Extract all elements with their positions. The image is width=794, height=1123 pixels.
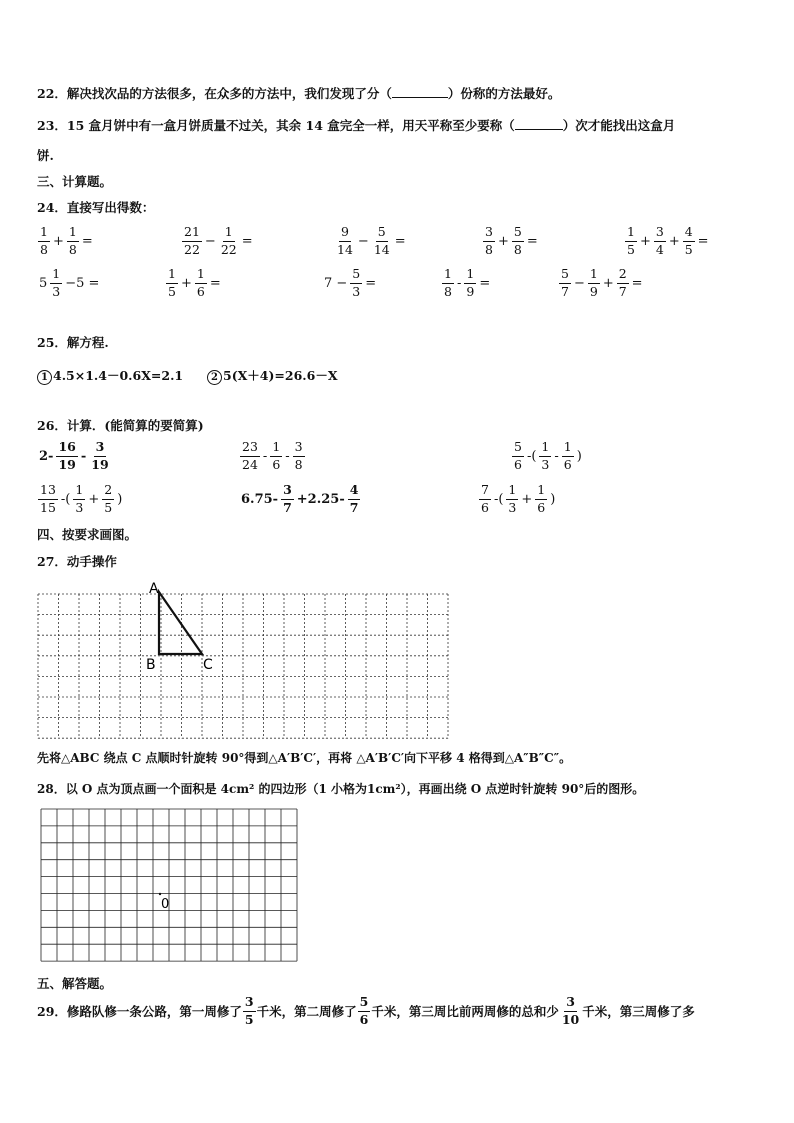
grid-lines bbox=[38, 594, 448, 738]
operator: + bbox=[497, 233, 509, 249]
q24-expr bbox=[441, 268, 492, 298]
fraction: $\frac{1}{3}$ bbox=[75, 482, 84, 515]
operator: + bbox=[52, 233, 64, 249]
q22-answer-blank[interactable] bbox=[392, 86, 448, 98]
fraction: $\frac{7}{6}$ bbox=[481, 482, 489, 515]
operator: ) bbox=[550, 491, 556, 507]
operator: + bbox=[521, 491, 533, 507]
fraction: $\frac{3}{19}$ bbox=[91, 439, 109, 472]
q25-equation-1 bbox=[37, 366, 183, 385]
q26-expr-2 bbox=[239, 441, 306, 471]
fraction: $\frac{16}{19}$ bbox=[58, 439, 76, 472]
q23-answer-blank[interactable] bbox=[515, 118, 563, 130]
operator: 7 − bbox=[324, 275, 348, 291]
operator: = bbox=[241, 233, 253, 249]
operator: + bbox=[180, 275, 192, 291]
q23-line2: 饼. bbox=[37, 148, 54, 163]
operator: -( bbox=[60, 491, 71, 507]
operator: -( bbox=[526, 448, 537, 464]
fraction: $\frac{13}{15}$ bbox=[40, 482, 56, 515]
section-3-heading: 三、计算题。 bbox=[37, 174, 113, 189]
operator: + bbox=[668, 233, 680, 249]
circled-number-2: 2 bbox=[207, 370, 222, 385]
fraction: $\frac{1}{9}$ bbox=[466, 266, 475, 299]
question-29 bbox=[37, 996, 695, 1026]
question-25-title: 25．解方程. bbox=[37, 335, 109, 350]
fraction: $\frac{3}{4}$ bbox=[655, 224, 664, 257]
fraction: $\frac{1}{3}$ bbox=[541, 439, 550, 472]
q24-expr bbox=[165, 268, 223, 298]
fraction: $\frac{3}{8}$ bbox=[294, 439, 303, 472]
fraction: $\frac{1}{3}$ bbox=[508, 482, 517, 515]
section-5-heading: 五、解答题。 bbox=[37, 976, 113, 991]
fraction: $\frac{5}{3}$ bbox=[352, 266, 361, 299]
operator: = bbox=[394, 233, 406, 249]
operator: 5 bbox=[39, 275, 48, 291]
operator: + bbox=[639, 233, 651, 249]
fraction: $\frac{5}{14}$ bbox=[373, 224, 390, 257]
q29-text-4: 千米，第三周修了多 bbox=[582, 1004, 695, 1019]
operator: 6.75- bbox=[241, 491, 279, 507]
q25-eq1-text: 4.5×1.4－0.6X=2.1 bbox=[53, 368, 184, 383]
q24-expr bbox=[322, 268, 378, 298]
q26-expr-3 bbox=[511, 441, 584, 471]
operator: = bbox=[479, 275, 491, 291]
operator: − bbox=[357, 233, 369, 249]
triangle-abc bbox=[159, 592, 202, 654]
fraction: $\frac{1}{3}$ bbox=[52, 266, 61, 299]
label-b: B bbox=[146, 657, 156, 673]
fraction: $\frac{4}{5}$ bbox=[684, 224, 693, 257]
q27-instruction: 先将△ABC 绕点 C 点顺时针旋转 90°得到△A′B′C′，再将 △A′B′C′向下平移 4 格得到△A″B″C″。 bbox=[37, 751, 572, 765]
q24-expr bbox=[181, 226, 255, 256]
operator: = bbox=[697, 233, 709, 249]
operator: − bbox=[204, 233, 216, 249]
q29-text-3: 千米，第三周比前两周修的总和少 bbox=[371, 1004, 559, 1019]
fraction: $\frac{23}{24}$ bbox=[242, 439, 258, 472]
fraction: $\frac{2}{7}$ bbox=[618, 266, 627, 299]
question-28-title: 28．以 O 点为顶点画一个面积是 4cm² 的四边形（1 小格为1cm²），再画出绕 O 点逆时针旋转 90°后的图形。 bbox=[37, 782, 645, 796]
fraction: $\frac{21}{22}$ bbox=[184, 224, 200, 257]
question-27-title: 27．动手操作 bbox=[37, 554, 117, 569]
fraction: $\frac{5}{8}$ bbox=[513, 224, 522, 257]
operator: + bbox=[88, 491, 100, 507]
operator: = bbox=[81, 233, 93, 249]
q22-text: 22．解决找次品的方法很多，在众多的方法中，我们发现了分（ bbox=[37, 86, 392, 101]
label-c: C bbox=[203, 657, 213, 673]
fraction: $\frac{5}{7}$ bbox=[561, 266, 569, 299]
fraction: $\frac{5}{6}$ bbox=[514, 439, 522, 472]
fraction: $\frac{3}{8}$ bbox=[485, 224, 493, 257]
q29-text-1: 29．修路队修一条公路，第一周修了 bbox=[37, 1004, 242, 1019]
q29-text-2: 千米，第二周修了 bbox=[256, 1004, 357, 1019]
section-4-heading: 四、按要求画图。 bbox=[37, 527, 138, 542]
q22-suffix: ）份称的方法最好。 bbox=[447, 86, 561, 101]
operator: = bbox=[209, 275, 221, 291]
q24-expr bbox=[624, 226, 711, 256]
q28-grid bbox=[40, 808, 300, 964]
label-o: 0 bbox=[161, 897, 170, 912]
fraction: $\frac{1}{8}$ bbox=[68, 224, 77, 257]
q26-expr-6 bbox=[478, 484, 557, 514]
fraction: $\frac{1}{6}$ bbox=[537, 482, 546, 515]
fraction: $\frac{1}{22}$ bbox=[220, 224, 237, 257]
operator: -( bbox=[493, 491, 504, 507]
operator: −5 = bbox=[65, 275, 100, 291]
fraction: $\frac{1}{5}$ bbox=[627, 224, 635, 257]
fraction: $\frac{5}{6}$ bbox=[359, 994, 369, 1027]
q27-dotted-grid bbox=[36, 578, 452, 740]
operator: + bbox=[602, 275, 614, 291]
fraction: $\frac{1}{8}$ bbox=[40, 224, 48, 257]
fraction: $\frac{3}{7}$ bbox=[283, 482, 292, 515]
question-24-title: 24．直接写出得数： bbox=[37, 200, 155, 215]
q24-expr bbox=[37, 268, 101, 298]
operator: = bbox=[365, 275, 377, 291]
operator: = bbox=[631, 275, 643, 291]
q26-expr-5 bbox=[239, 484, 361, 514]
operator: ) bbox=[576, 448, 582, 464]
q26-expr-4 bbox=[37, 484, 124, 514]
operator: − bbox=[573, 275, 585, 291]
q23-text: 23．15 盒月饼中有一盒月饼质量不过关，其余 14 盒完全一样，用天平称至少要称（ bbox=[37, 118, 515, 133]
question-23 bbox=[37, 116, 675, 134]
fraction: $\frac{4}{7}$ bbox=[349, 482, 359, 515]
operator: - bbox=[554, 448, 559, 464]
q26-expr-1 bbox=[37, 441, 112, 471]
fraction: $\frac{1}{6}$ bbox=[272, 439, 281, 472]
q25-equation-2 bbox=[207, 366, 338, 385]
operator: - bbox=[285, 448, 290, 464]
operator: = bbox=[526, 233, 538, 249]
operator: - bbox=[456, 275, 462, 291]
q24-expr bbox=[334, 226, 408, 256]
q24-expr bbox=[482, 226, 540, 256]
circled-number-1: 1 bbox=[37, 370, 52, 385]
operator: 2- bbox=[39, 448, 54, 464]
q23-suffix: ）次才能找出这盒月 bbox=[562, 118, 676, 133]
fraction: $\frac{1}{6}$ bbox=[196, 266, 205, 299]
grid-lines bbox=[41, 809, 297, 961]
q25-eq2-text: 5(X＋4)=26.6－X bbox=[223, 368, 338, 383]
operator: - bbox=[80, 448, 87, 464]
fraction: $\frac{1}{9}$ bbox=[589, 266, 598, 299]
question-22 bbox=[37, 84, 560, 102]
fraction: $\frac{1}{6}$ bbox=[563, 439, 572, 472]
q24-expr bbox=[37, 226, 95, 256]
fraction: $\frac{3}{5}$ bbox=[244, 994, 254, 1027]
fraction: $\frac{3}{10}$ bbox=[561, 994, 580, 1027]
fraction: $\frac{1}{5}$ bbox=[168, 266, 176, 299]
point-o bbox=[159, 893, 161, 895]
operator: ) bbox=[117, 491, 123, 507]
label-a: A bbox=[149, 581, 159, 597]
operator: +2.25- bbox=[296, 491, 345, 507]
operator: - bbox=[262, 448, 268, 464]
fraction: $\frac{2}{5}$ bbox=[104, 482, 113, 515]
question-26-title: 26．计算．(能简算的要简算) bbox=[37, 418, 204, 433]
fraction: $\frac{9}{14}$ bbox=[337, 224, 353, 257]
fraction: $\frac{1}{8}$ bbox=[444, 266, 452, 299]
q24-expr bbox=[558, 268, 645, 298]
